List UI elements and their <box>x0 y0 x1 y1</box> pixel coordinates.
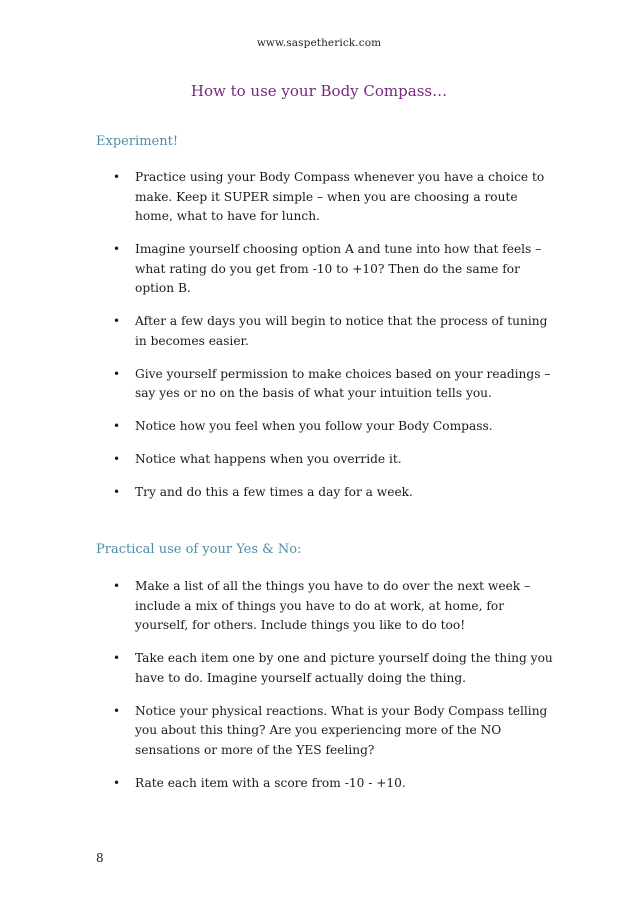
bullet-icon: • <box>113 170 121 184</box>
list-item-text: After a few days you will begin to notice that the process of tuning in becomes easier. <box>135 314 548 348</box>
header-url: www.saspetherick.com <box>256 37 382 49</box>
list-item-text: Rate each item with a score from -10 - +10. <box>135 775 406 790</box>
list-item-text: Notice your physical reactions. What is your Body Compass telling you about this thing? Are you experiencing more of the NO sensations or more of the YES feeling? <box>135 703 548 757</box>
list-item <box>96 649 556 688</box>
list-item-text: Try and do this a few times a day for a week. <box>135 485 413 499</box>
list-item <box>96 240 556 299</box>
section-heading-practical-use: Practical use of your Yes & No: <box>96 542 302 557</box>
list-item <box>96 168 556 227</box>
bullet-icon: • <box>113 775 121 790</box>
list-item <box>96 417 556 437</box>
list-item-text: Take each item one by one and picture yourself doing the thing you have to do. Imagine yourself actually doing the thing. <box>135 651 553 685</box>
bullet-icon: • <box>113 485 121 499</box>
bullet-icon: • <box>113 366 121 381</box>
list-item <box>96 450 556 470</box>
bullet-icon: • <box>113 703 121 718</box>
list-item <box>96 577 556 636</box>
list-item-text: Notice what happens when you override it. <box>135 452 402 466</box>
list-item-text: Make a list of all the things you have to do over the next week – include a mix of things you have to do at work, at home, for yourself, for others. Include things you like to do too! <box>135 579 531 632</box>
list-item-text: Notice how you feel when you follow your Body Compass. <box>135 419 493 433</box>
list-item <box>96 702 556 761</box>
list-item-text: Imagine yourself choosing option A and tune into how that feels – what rating do you get from -10 to +10? Then do the same for option B. <box>135 242 542 295</box>
experiment-list <box>96 168 556 516</box>
page-title: How to use your Body Compass… <box>190 82 448 100</box>
bullet-icon: • <box>113 419 121 433</box>
bullet-icon: • <box>113 651 121 665</box>
list-item <box>96 483 556 503</box>
practical-use-list <box>96 577 556 807</box>
list-item <box>96 312 556 351</box>
bullet-icon: • <box>113 242 121 256</box>
list-item-text: Give yourself permission to make choices based on your readings – say yes or no on the basis of what your intuition tells you. <box>135 366 551 400</box>
bullet-icon: • <box>113 579 121 593</box>
section-heading-experiment: Experiment! <box>96 134 179 149</box>
bullet-icon: • <box>113 314 121 328</box>
list-item <box>96 774 556 794</box>
bullet-icon: • <box>113 452 121 466</box>
list-item-text: Practice using your Body Compass whenever you have a choice to make. Keep it SUPER simple – when you are choosing a route home, what to have for lunch. <box>135 170 545 223</box>
list-item <box>96 365 556 404</box>
page-number: 8 <box>96 851 104 865</box>
